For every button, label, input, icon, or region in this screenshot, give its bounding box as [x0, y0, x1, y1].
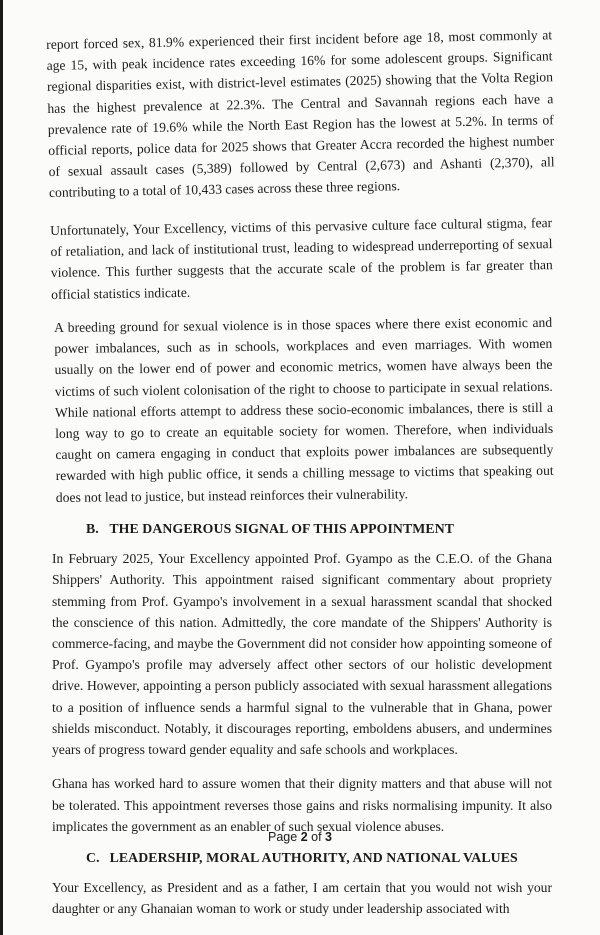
section-title: LEADERSHIP, MORAL AUTHORITY, AND NATIONAL VALUES [109, 849, 518, 865]
document-page [46, 27, 555, 932]
section-letter: C. [86, 849, 100, 865]
paragraph-gains-reversed: Ghana has worked hard to assure women that their dignity matters and that abuse will not be tolerated. This appointment reverses those gains and risks normalising impunity. It also implicates the government as an enabler of such sexual violence abuses. [52, 776, 552, 834]
page-number: Page 2 of 3 [268, 830, 332, 844]
paragraph-appointment: In February 2025, Your Excellency appointed Prof. Gyampo as the C.E.O. of the Ghana Shippers' Authority. This appointment raised significant commentary about propriety stemming from Prof. Gyampo's involvement in a sexual harassment scandal that shocked the conscience of this nation. Admittedly, the core mandate of the Shippers' Authority is commerce-facing, and maybe the Government did not consider how appointing someone of Prof. Gyampo's profile may adversely affect other sectors of our holistic development drive. However, appointing a person publicly associated with sexual harassment allegations to a position of influence sends a harmful signal to the vulnerable that in Ghana, power shields misconduct. Notably, it discourages reporting, emboldens abusers, and undermines years of progress toward gender equality and safe schools and workplaces. [52, 551, 552, 758]
section-letter: B. [86, 521, 99, 537]
paragraph-underreporting: Unfortunately, Your Excellency, victims of this pervasive culture face cultural stigma, fear of retaliation, and lack of institutional trust, leading to widespread underreporting of sexual violence. This further suggests that the accurate scale of the problem is far greater than official statistics indicate. [50, 214, 553, 302]
scan-left-edge [0, 0, 3, 935]
section-heading-c [86, 850, 552, 866]
paragraph-power-imbalances: A breeding ground for sexual violence is in those spaces where there exist economic and power imbalances, such as in schools, workplaces and even marriages. With women usually on the lower end of power and economic metrics, women have always been the victims of such violent colonisation of the right to choose to participate in sexual relations. While national efforts attempt to address these socio-economic imbalances, there is still a long way to go to create an equitable society for women. Therefore, when individuals caught on camera engaging in conduct that exploits power imbalances are subsequently rewarded with high public office, it sends a chilling message to victims that speaking out does not lead to justice, but instead reinforces their vulnerability. [54, 315, 554, 506]
paragraph-leadership: Your Excellency, as President and as a father, I am certain that you would not wish your daughter or any Ghanaian woman to work or study under leadership associated with [52, 879, 552, 917]
section-title: THE DANGEROUS SIGNAL OF THIS APPOINTMENT [109, 521, 455, 537]
paragraph-statistics: report forced sex, 81.9% experienced their first incident before age 18, most commonly at age 15, with peak incidence rates exceeding 16% for some adolescent groups. Significant regional disparities exist, with district-level estimates (2025) showing that the Volta Region has the highest prevalence at 22.3%. The Central and Savannah regions each have a prevalence rate of 19.6% while the North East Region has the lowest at 5.2%. In terms of official reports, police data for 2025 shows that Greater Accra recorded the highest number of sexual assault cases (5,389) followed by Central (2,673) and Ashanti (2,370), all contributing to a total of 10,433 cases across these three regions. [46, 27, 555, 201]
section-heading-b [86, 521, 552, 537]
